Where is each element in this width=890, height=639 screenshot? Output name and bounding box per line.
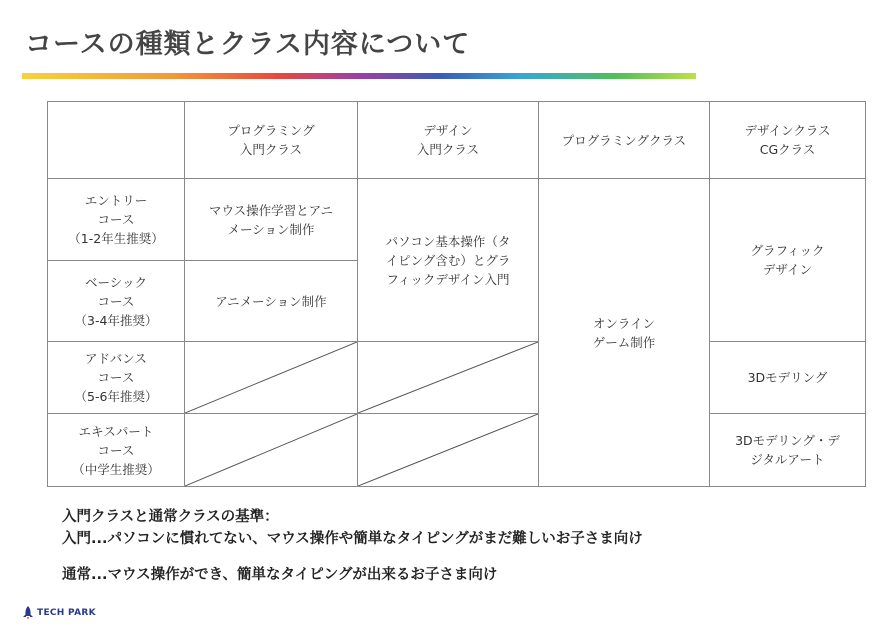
- table-row: [48, 414, 866, 487]
- notes-regular-criteria: 通常...マウス操作ができ、簡単なタイピングが出来るお子さま向け: [62, 567, 498, 583]
- page-title: コースの種類とクラス内容について: [25, 29, 471, 60]
- notes-intro-criteria: 入門...パソコンに慣れてない、マウス操作や簡単なタイピングがまだ難しいお子さま向け: [62, 531, 643, 547]
- cell-entry-programming-intro: マウス操作学習とアニ メーション制作: [185, 179, 358, 261]
- course-table: [47, 101, 866, 487]
- notes-heading: 入門クラスと通常クラスの基準：: [62, 509, 279, 525]
- title-underline-bar: [22, 73, 696, 79]
- notes-block: [62, 506, 643, 586]
- row-label-basic: ベーシック コース （3-4年推奨）: [48, 261, 185, 342]
- cell-expert-programming-intro-na: [185, 414, 358, 487]
- logo-text: TECH PARK: [37, 608, 96, 618]
- diagonal-slash: [358, 414, 538, 486]
- cell-design-cg-expert: 3Dモデリング・デ ジタルアート: [710, 414, 866, 487]
- row-label-advance: アドバンス コース （5-6年推奨）: [48, 342, 185, 414]
- cell-advance-programming-intro-na: [185, 342, 358, 414]
- cell-programming-class-all: オンライン ゲーム制作: [539, 179, 710, 487]
- cell-design-cg-advance: 3Dモデリング: [710, 342, 866, 414]
- table-row: [48, 342, 866, 414]
- rocket-icon: [22, 606, 34, 620]
- header-programming-intro: プログラミング 入門クラス: [185, 102, 358, 179]
- diagonal-slash: [358, 342, 538, 413]
- header-design-intro: デザイン 入門クラス: [358, 102, 539, 179]
- cell-design-cg-entry-basic: グラフィック デザイン: [710, 179, 866, 342]
- row-label-expert: エキスパート コース （中学生推奨）: [48, 414, 185, 487]
- table-row: [48, 179, 866, 261]
- diagonal-slash: [185, 414, 357, 486]
- tech-park-logo: [22, 606, 96, 620]
- row-label-entry: エントリー コース （1-2年生推奨）: [48, 179, 185, 261]
- header-cell-empty: [48, 102, 185, 179]
- cell-expert-design-intro-na: [358, 414, 539, 487]
- header-design-cg-class: デザインクラス CGクラス: [710, 102, 866, 179]
- cell-basic-programming-intro: アニメーション制作: [185, 261, 358, 342]
- cell-design-intro-entry-basic: パソコン基本操作（タ イピング含む）とグラ フィックデザイン入門: [358, 179, 539, 342]
- table-header-row: [48, 102, 866, 179]
- diagonal-slash: [185, 342, 357, 413]
- cell-advance-design-intro-na: [358, 342, 539, 414]
- header-programming-class: プログラミングクラス: [539, 102, 710, 179]
